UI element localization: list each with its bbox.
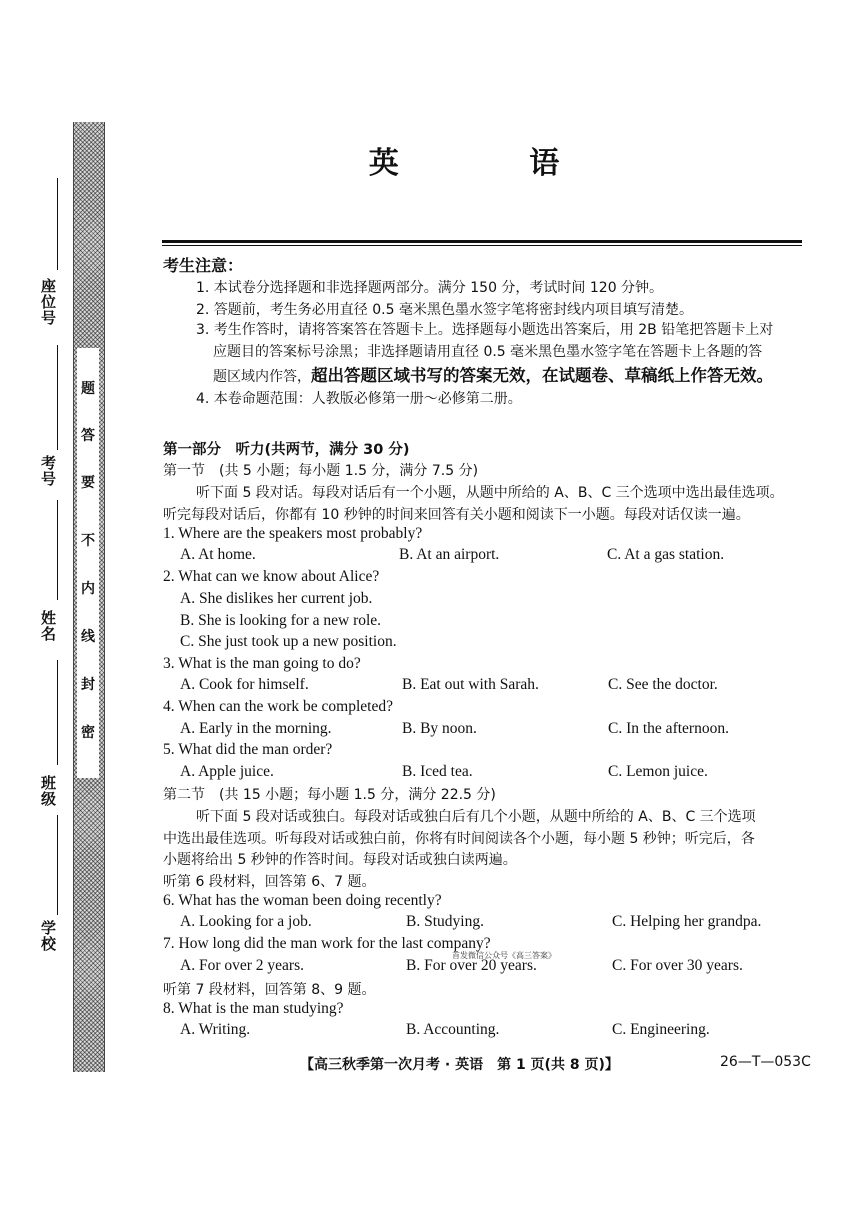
q6-option-a[interactable]: A. Looking for a job.: [180, 913, 312, 930]
seat-number-label: 座位号: [39, 278, 57, 326]
notice-line-4: 4. 本卷命题范围：人教版必修第一册～必修第二册。: [196, 391, 522, 407]
q8-option-a[interactable]: A. Writing.: [180, 1021, 251, 1038]
seat-number-line[interactable]: [57, 178, 58, 270]
seal-char: 内: [81, 581, 95, 597]
footer-code: 26—T—053C: [720, 1054, 811, 1070]
seal-char: 密: [81, 725, 95, 741]
q4-option-c[interactable]: C. In the afternoon.: [608, 720, 729, 737]
seal-char: 答: [81, 428, 95, 444]
section1-instructions: 听下面 5 段对话。每段对话后有一个小题，从题中所给的 A、B、C 三个选项中选出最佳选项。: [196, 485, 784, 501]
exam-number-line[interactable]: [57, 345, 58, 450]
question-7: 7. How long did the man work for the last company?: [163, 935, 491, 952]
q4-option-b[interactable]: B. By noon.: [402, 720, 477, 737]
q1-option-b[interactable]: B. At an airport.: [399, 546, 500, 563]
question-4: 4. When can the work be completed?: [163, 698, 393, 715]
q6-option-b[interactable]: B. Studying.: [406, 913, 484, 930]
q3-option-a[interactable]: A. Cook for himself.: [180, 676, 309, 693]
q2-option-b[interactable]: B. She is looking for a new role.: [180, 612, 382, 629]
q2-option-c[interactable]: C. She just took up a new position.: [180, 633, 397, 650]
q3-option-b[interactable]: B. Eat out with Sarah.: [402, 676, 539, 693]
page-title: 英 语: [368, 146, 620, 181]
section1-heading: 第一节 (共 5 小题；每小题 1.5 分，满分 7.5 分): [163, 463, 479, 479]
question-2: 2. What can we know about Alice?: [163, 568, 380, 585]
notice-line-3-end: 题区域内作答，超出答题区域书写的答案无效，在试题卷、草稿纸上作答无效。: [213, 366, 773, 385]
notice-line-3-cont: 应题目的答案标号涂黑；非选择题请用直径 0.5 毫米黑色墨水签字笔在答题卡上各题的答: [213, 344, 763, 360]
q5-option-c[interactable]: C. Lemon juice.: [608, 763, 708, 780]
q6-option-c[interactable]: C. Helping her grandpa.: [612, 913, 762, 930]
seal-char: 线: [81, 629, 95, 645]
q1-option-a[interactable]: A. At home.: [180, 546, 256, 563]
name-label: 姓名: [39, 610, 57, 642]
exam-number-label: 考号: [39, 455, 57, 487]
school-line[interactable]: [57, 815, 58, 915]
question-8: 8. What is the man studying?: [163, 1000, 344, 1017]
material-7-heading: 听第 7 段材料，回答第 8、9 题。: [163, 982, 376, 998]
q8-option-b[interactable]: B. Accounting.: [406, 1021, 500, 1038]
q2-option-a[interactable]: A. She dislikes her current job.: [180, 590, 373, 607]
q5-option-a[interactable]: A. Apple juice.: [180, 763, 274, 780]
seal-char: 要: [81, 475, 95, 491]
question-5: 5. What did the man order?: [163, 741, 333, 758]
section2-heading: 第二节 (共 15 小题；每小题 1.5 分，满分 22.5 分): [163, 787, 496, 803]
watermark: 首发微信公众号《高三答案》: [452, 951, 556, 960]
school-label: 学校: [39, 920, 57, 952]
seal-char: 题: [81, 381, 95, 397]
section2-instructions: 听下面 5 段对话或独白。每段对话或独白后有几个小题，从题中所给的 A、B、C 三个选项: [196, 809, 756, 825]
seal-line-box: [77, 348, 99, 778]
section2-instructions-3: 小题将给出 5 秒钟的作答时间。每段对话或独白读两遍。: [163, 852, 517, 868]
question-3: 3. What is the man going to do?: [163, 655, 361, 672]
q1-option-c[interactable]: C. At a gas station.: [607, 546, 725, 563]
section2-instructions-2: 中选出最佳选项。听每段对话或独白前，你将有时间阅读各个小题，每小题 5 秒钟；听完后，各: [163, 831, 755, 847]
q7-option-c[interactable]: C. For over 30 years.: [612, 957, 743, 974]
footer-page-info: 【高三秋季第一次月考 · 英语 第 1 页(共 8 页)】: [300, 1057, 619, 1073]
q5-option-b[interactable]: B. Iced tea.: [402, 763, 473, 780]
class-label: 班级: [39, 775, 57, 807]
seal-char: 不: [81, 533, 95, 549]
notice-line-2: 2. 答题前，考生务必用直径 0.5 毫米黑色墨水签字笔将密封线内项目填写清楚。: [196, 302, 693, 318]
q7-option-b[interactable]: B. For over 20 years.: [406, 957, 537, 974]
seal-char: 封: [81, 677, 95, 693]
notice-line-3: 3. 考生作答时，请将答案答在答题卡上。选择题每小题选出答案后，用 2B 铅笔把答题卡上对: [196, 322, 774, 338]
q7-option-a[interactable]: A. For over 2 years.: [180, 957, 304, 974]
notice-heading: 考生注意：: [163, 256, 244, 275]
question-6: 6. What has the woman been doing recently?: [163, 892, 442, 909]
title-rule-thin: [162, 245, 802, 246]
q8-option-c[interactable]: C. Engineering.: [612, 1021, 710, 1038]
section1-instructions-2: 听完每段对话后，你都有 10 秒钟的时间来回答有关小题和阅读下一小题。每段对话仅读一遍。: [163, 507, 750, 523]
title-rule-thick: [162, 240, 802, 243]
part1-heading: 第一部分 听力(共两节，满分 30 分): [163, 442, 410, 458]
notice-line-1: 1. 本试卷分选择题和非选择题两部分。满分 150 分，考试时间 120 分钟。: [196, 280, 664, 296]
q4-option-a[interactable]: A. Early in the morning.: [180, 720, 332, 737]
name-line[interactable]: [57, 500, 58, 600]
question-1: 1. Where are the speakers most probably?: [163, 525, 423, 542]
q3-option-c[interactable]: C. See the doctor.: [608, 676, 718, 693]
material-6-heading: 听第 6 段材料，回答第 6、7 题。: [163, 874, 376, 890]
class-line[interactable]: [57, 660, 58, 765]
